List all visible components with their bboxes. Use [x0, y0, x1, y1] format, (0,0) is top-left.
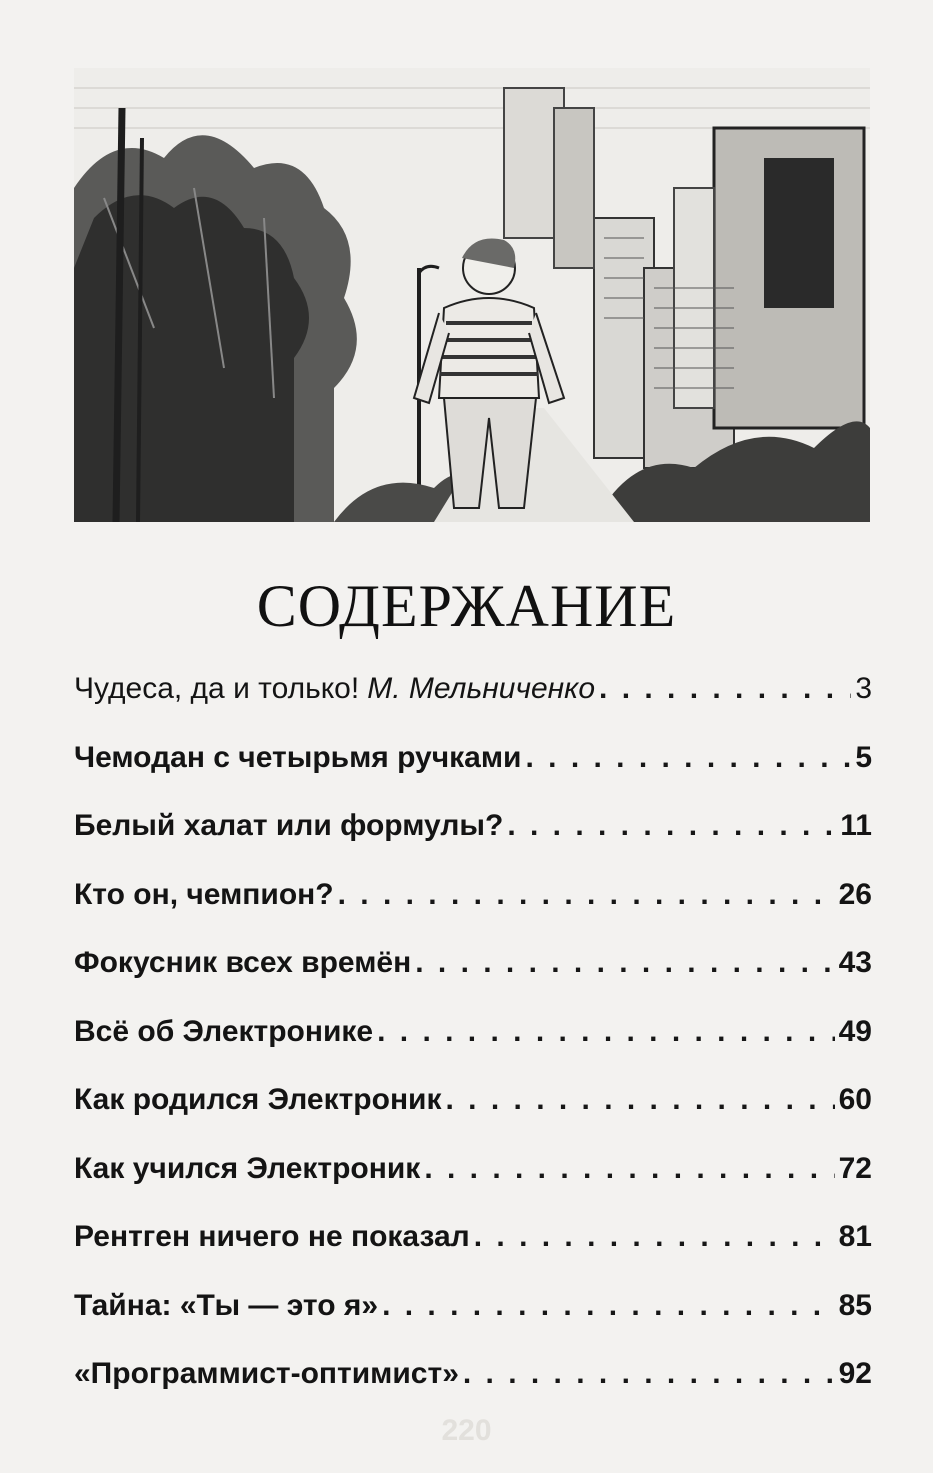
toc-entry[interactable] — [74, 741, 872, 810]
dot-leader — [424, 1152, 834, 1186]
dot-leader — [507, 809, 836, 843]
toc-entry[interactable] — [74, 1015, 872, 1084]
toc-entry-page: 11 — [840, 809, 872, 842]
toc-entry-page: 85 — [838, 1288, 872, 1322]
dot-leader — [415, 946, 834, 980]
dot-leader — [446, 1083, 835, 1117]
toc-entry-page: 26 — [838, 877, 872, 911]
toc-entry-title: «Программист-оптимист» — [74, 1357, 459, 1390]
boy-city-street-drawing — [74, 68, 870, 522]
dot-leader — [599, 672, 851, 706]
illustration — [74, 68, 870, 522]
dot-leader — [382, 1289, 835, 1323]
toc-entry-title: Рентген ничего не показал — [74, 1220, 470, 1253]
table-of-contents — [74, 672, 872, 1426]
buildings — [504, 88, 864, 468]
toc-entry-title: Фокусник всех времён — [74, 946, 412, 979]
toc-entry-title: Чудеса, да и только! — [74, 672, 360, 705]
dot-leader — [474, 1220, 835, 1254]
toc-entry-page: 43 — [838, 946, 872, 979]
toc-entry[interactable] — [74, 878, 872, 947]
toc-entry[interactable] — [74, 809, 872, 878]
toc-entry-title: Всё об Электронике — [74, 1014, 374, 1048]
toc-entry-title: Тайна: «Ты — это я» — [74, 1288, 379, 1322]
dot-leader — [377, 1015, 835, 1049]
dot-leader — [463, 1357, 835, 1391]
toc-entry[interactable] — [74, 1083, 872, 1152]
dot-leader — [525, 741, 851, 775]
toc-entry[interactable] — [74, 1289, 872, 1358]
toc-entry[interactable] — [74, 672, 872, 741]
page-title: СОДЕРЖАНИЕ — [256, 573, 677, 639]
toc-entry[interactable] — [74, 1220, 872, 1289]
dot-leader — [338, 878, 835, 912]
toc-entry-page: 92 — [838, 1357, 872, 1390]
toc-entry-title: Белый халат или формулы? — [74, 809, 504, 842]
toc-entry-page: 3 — [855, 672, 872, 705]
toc-entry-title: Кто он, чемпион? — [74, 877, 334, 911]
toc-entry-page: 81 — [838, 1220, 872, 1253]
toc-entry-author: М. Мельниченко — [367, 672, 596, 705]
toc-entry[interactable] — [74, 1152, 872, 1221]
toc-entry-page: 72 — [838, 1151, 872, 1185]
page-number: 220 — [441, 1414, 492, 1447]
toc-entry[interactable] — [74, 946, 872, 1015]
toc-entry-page: 5 — [855, 740, 872, 774]
toc-entry-title: Чемодан с четырьмя ручками — [74, 740, 522, 774]
toc-entry-page: 49 — [838, 1014, 872, 1048]
toc-entry-page: 60 — [838, 1083, 872, 1116]
toc-entry-title: Как родился Электроник — [74, 1083, 442, 1116]
toc-entry-title: Как учился Электроник — [74, 1151, 421, 1185]
